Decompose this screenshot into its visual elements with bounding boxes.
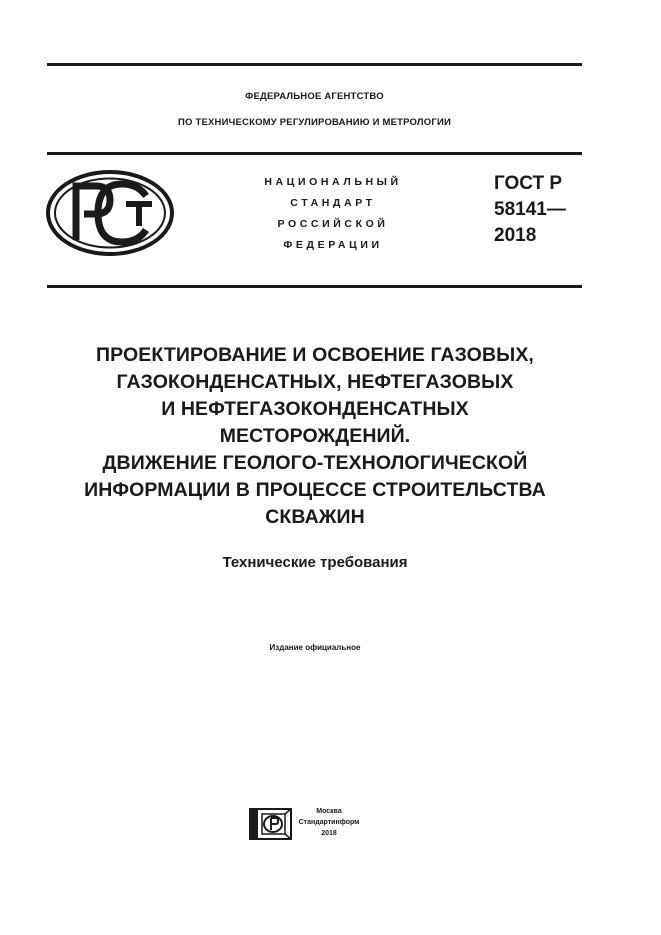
designation-line-3: 2018 [494,225,537,246]
title-line: И НЕФТЕГАЗОКОНДЕНСАТНЫХ [161,398,469,420]
document-title [40,342,590,531]
title-line: ГАЗОКОНДЕНСАТНЫХ, НЕФТЕГАЗОВЫХ [116,371,514,393]
publisher-name: Стандартинформ [298,819,360,826]
rst-conformity-logo-icon [46,170,174,256]
title-line: МЕСТОРОЖДЕНИЙ. [219,425,411,447]
designation-line-1: ГОСТ Р [494,173,563,194]
designation-line-2: 58141— [494,199,566,220]
standard-designation [494,171,566,249]
publisher-year: 2018 [321,830,337,837]
publisher-city: Москва [316,808,342,815]
title-line: СКВАЖИН [265,506,365,528]
agency-line-1: ФЕДЕРАЛЬНОЕ АГЕНТСТВО [245,91,384,102]
agency-line-2: ПО ТЕХНИЧЕСКОМУ РЕГУЛИРОВАНИЮ И МЕТРОЛОГИИ [178,117,451,128]
edition-note: Издание официальное [269,643,361,652]
standard-kind-line: СТАНДАРТ [290,197,376,209]
title-line: ДВИЖЕНИЕ ГЕОЛОГО-ТЕХНОЛОГИЧЕСКОЙ [102,452,528,474]
standartinform-logo-icon [249,808,292,840]
title-line: ПРОЕКТИРОВАНИЕ И ОСВОЕНИЕ ГАЗОВЫХ, [96,344,534,366]
publisher-block [296,806,362,839]
title-line: ИНФОРМАЦИИ В ПРОЦЕССЕ СТРОИТЕЛЬСТВА [84,479,546,501]
standard-kind-line: ФЕДЕРАЦИИ [283,239,383,251]
standard-kind-line: НАЦИОНАЛЬНЫЙ [264,176,402,188]
top-rule [47,63,582,66]
standard-kind-line: РОССИЙСКОЙ [277,218,389,230]
header-rule [47,152,582,155]
document-subtitle: Технические требования [222,554,408,571]
standard-kind [228,172,438,256]
mid-rule [47,285,582,288]
